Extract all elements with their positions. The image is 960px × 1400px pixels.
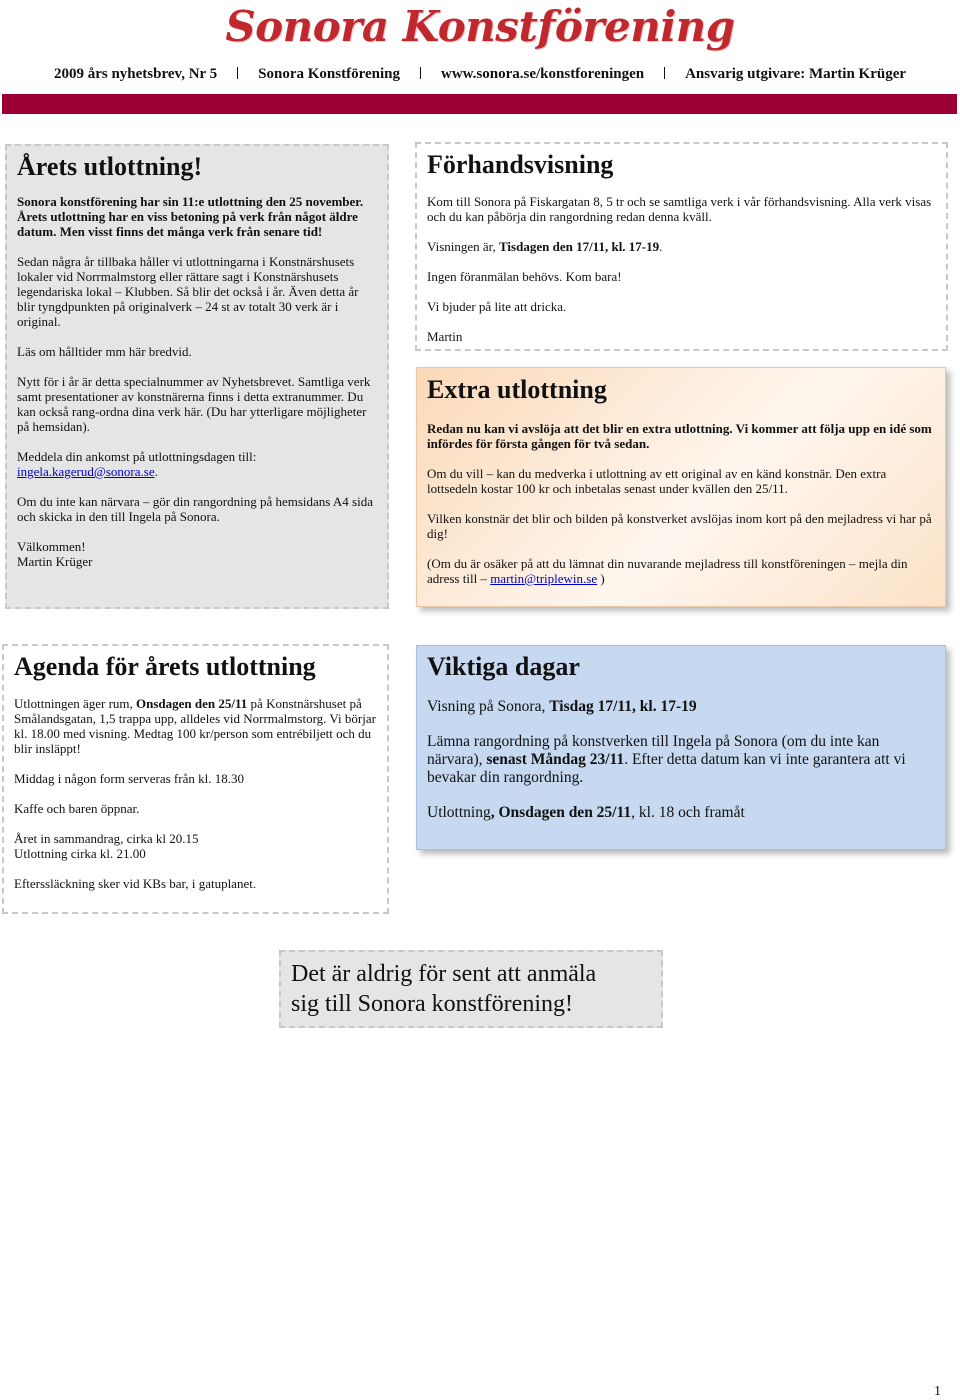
arets-signoff: Välkommen! Martin Krüger [17,539,93,569]
arets-p2: Läs om hålltider mm här bredvid. [17,344,192,359]
extra-utlottning-title: Extra utlottning [427,375,607,404]
arets-p3: Nytt för i år är detta specialnummer av Nyhetsbrevet. Samtliga verk samt presentationer av konstnärerna finns i detta extranummer. Du kan också rang-ordna dina verk här. (Du har ytterligare möjligheter på hemsidan). [17,374,371,434]
reminder-box [279,950,663,1028]
arets-p4: Meddela din ankomst på utlottningsdagen till: ingela.kagerud@sonora.se. [17,449,257,479]
arets-utlottning-box [5,144,389,609]
agenda-p5: Efterssläckning sker vid KBs bar, i gatuplanet. [14,876,257,891]
forhandsvisning-p4: Vi bjuder på lite att dricka. [427,299,567,314]
agenda-p2: Middag i någon form serveras från kl. 18.30 [14,771,244,786]
agenda-title: Agenda för årets utlottning [14,652,316,681]
separator [237,67,238,79]
viktiga-dagar-box [416,645,946,850]
agenda-p3: Kaffe och baren öppnar. [14,801,140,816]
publisher: Ansvarig utgivare: Martin Krüger [685,66,907,82]
viktiga-p2: Lämna rangordning på konstverken till Ingela på Sonora (om du inte kan närvara), senast Måndag 23/11. Efter detta datum kan vi inte garantera att vi bevakar din rangordning. [427,733,906,786]
header-bar [2,94,957,114]
website-link[interactable]: www.sonora.se/konstforeningen [441,66,645,82]
extra-p4: (Om du är osäker på att du lämnat din nuvarande mejladress till konstföreningen – mejla din adress till – martin@triplewin.se ) [427,556,908,586]
org-name: Sonora Konstförening [258,66,400,82]
page-number: 1 [934,1384,941,1399]
extra-p2: Om du vill – kan du medverka i utlottning av ett original av en känd konstnär. Den extra lottsedeln kostar 100 kr och inbetalas senast under kvällen den 25/11. [427,466,887,496]
forhandsvisning-p3: Ingen föranmälan behövs. Kom bara! [427,269,622,284]
extra-p3: Vilken konstnär det blir och bilden på konstverket avslöjas inom kort på den mejladress vi har på dig! [427,511,932,541]
forhandsvisning-p1: Kom till Sonora på Fiskargatan 8, 5 tr och se samtliga verk i vår förhandsvisning. Alla verk visas och du kan påbörja din rangordning redan denna kväll. [427,194,932,224]
masthead-info-line [0,66,960,83]
separator [420,67,421,79]
arets-intro: Sonora konstförening har sin 11:e utlottning den 25 november. Årets utlottning har en viss betoning på verk från något äldre datum. Men visst finns det många verk från senare tid! [17,194,364,239]
email-link-ingela[interactable]: ingela.kagerud@sonora.se [17,464,155,479]
extra-p1: Redan nu kan vi avslöja att det blir en extra utlottning. Vi kommer att följa upp en idé som infördes för första gången för två sedan. [427,421,932,451]
forhandsvisning-title: Förhandsvisning [427,150,614,179]
arets-p5: Om du inte kan närvara – gör din rangordning på hemsidans A4 sida och skicka in den till Ingela på Sonora. [17,494,373,524]
viktiga-p1: Visning på Sonora, Tisdag 17/11, kl. 17-19 [427,698,697,715]
newsletter-issue: 2009 års nyhetsbrev, Nr 5 [53,66,218,82]
agenda-p1: Utlottningen äger rum, Onsdagen den 25/11 på Konstnärshuset på Smålandsgatan, 1,5 trappa upp, alldeles vid Norrmalmstorg. Vi börjar kl. 18.00 med visning. Medtag 100 kr/person som entrébiljett och du blir insläppt! [14,696,376,756]
agenda-p4: Året in sammandrag, cirka kl 20.15 Utlottning cirka kl. 21.00 [14,831,199,861]
masthead-logo: Sonora Konstförening [225,2,735,51]
arets-p1: Sedan några år tillbaka håller vi utlottningarna i Konstnärshusets lokaler vid Norrmalmstorg eller rättare sagt i Konstnärshusets legendariska lokal – Klubben. Så blir det också i år. Även detta år blir tyngdpunkten på originalverk – 24 st av totalt 30 verk är i original. [17,254,359,329]
forhandsvisning-box [415,142,948,351]
forhandsvisning-signoff: Martin [427,329,463,344]
reminder-text: Det är aldrig för sent att anmäla sig till Sonora konstförening! [291,961,597,1017]
viktiga-dagar-title: Viktiga dagar [427,652,580,681]
extra-utlottning-box [416,367,946,607]
agenda-box [2,644,389,914]
email-link-martin[interactable]: martin@triplewin.se [490,571,598,586]
forhandsvisning-p2: Visningen är, Tisdagen den 17/11, kl. 17-19. [427,239,663,254]
arets-utlottning-title: Årets utlottning! [17,152,203,181]
viktiga-p3: Utlottning, Onsdagen den 25/11, kl. 18 och framåt [427,804,745,821]
separator [664,67,665,79]
